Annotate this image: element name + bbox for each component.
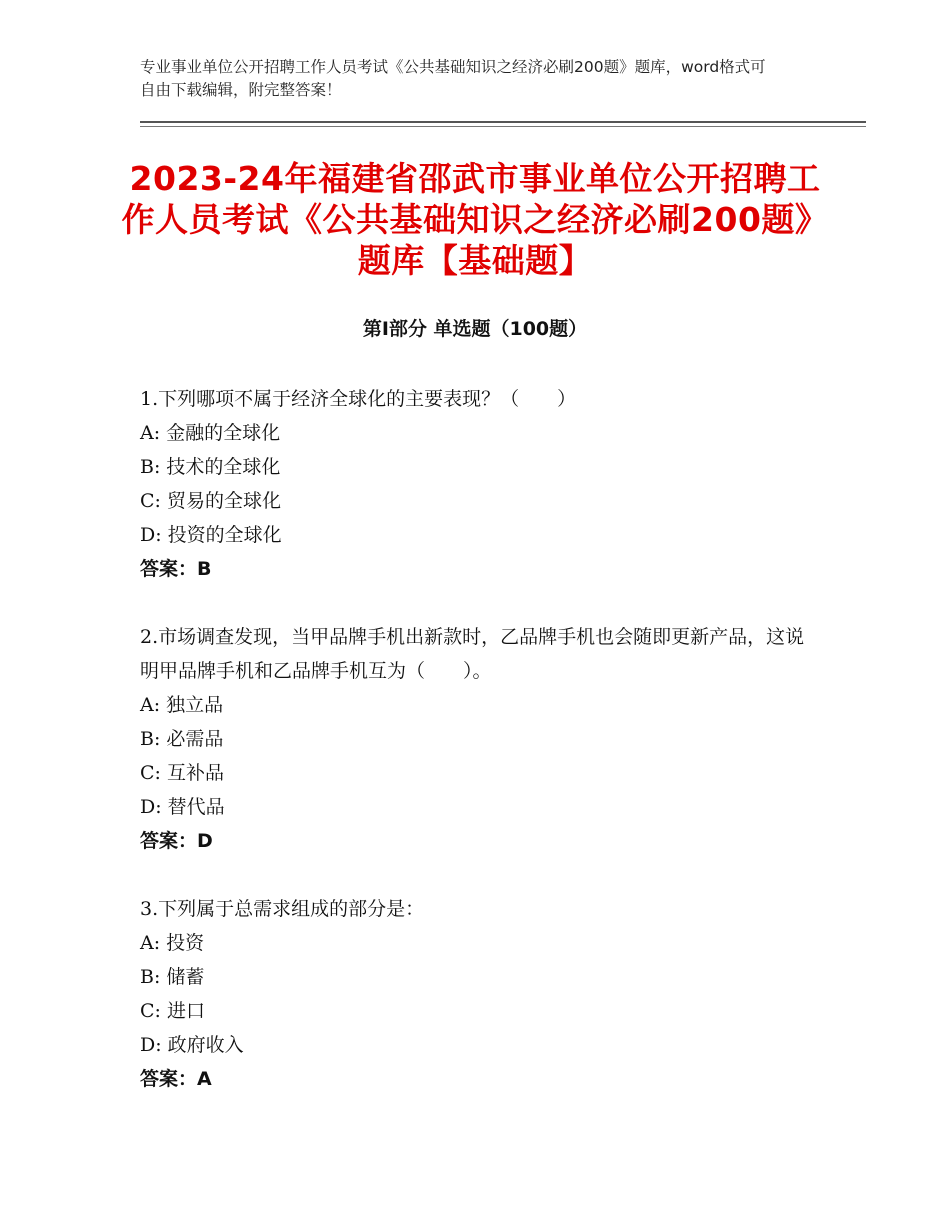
answer: 答案：D: [140, 830, 213, 852]
option-a: A: 独立品: [140, 694, 224, 716]
question-1: [140, 382, 820, 586]
question-stem: 1.下列哪项不属于经济全球化的主要表现？（ ）: [140, 388, 577, 410]
option-d: D: 投资的全球化: [140, 524, 282, 546]
question-stem: 3.下列属于总需求组成的部分是：: [140, 898, 425, 920]
option-c: C: 互补品: [140, 762, 224, 784]
header-divider-thin: [140, 126, 866, 127]
question-list: [140, 382, 820, 1096]
option-c: C: 贸易的全球化: [140, 490, 281, 512]
option-b: B: 储蓄: [140, 966, 205, 988]
header-note: 专业事业单位公开招聘工作人员考试《公共基础知识之经济必刷200题》题库，word格式可自由下载编辑，附完整答案！: [140, 58, 766, 99]
header-divider: [140, 121, 866, 123]
question-stem: 2.市场调查发现，当甲品牌手机出新款时，乙品牌手机也会随即更新产品，这说明甲品牌手机和乙品牌手机互为（ ）。: [140, 626, 805, 682]
answer: 答案：B: [140, 558, 212, 580]
answer: 答案：A: [140, 1068, 212, 1090]
option-c: C: 进口: [140, 1000, 205, 1022]
section-heading: 第Ⅰ部分 单选题（100题）: [362, 318, 588, 340]
option-d: D: 替代品: [140, 796, 225, 818]
question-2: [140, 620, 820, 858]
document-title: 2023-24年福建省邵武市事业单位公开招聘工作人员考试《公共基础知识之经济必刷200题》题库【基础题】: [121, 159, 829, 280]
option-a: A: 投资: [140, 932, 205, 954]
option-b: B: 技术的全球化: [140, 456, 281, 478]
question-3: [140, 892, 820, 1096]
option-b: B: 必需品: [140, 728, 224, 750]
option-d: D: 政府收入: [140, 1034, 244, 1056]
option-a: A: 金融的全球化: [140, 422, 281, 444]
